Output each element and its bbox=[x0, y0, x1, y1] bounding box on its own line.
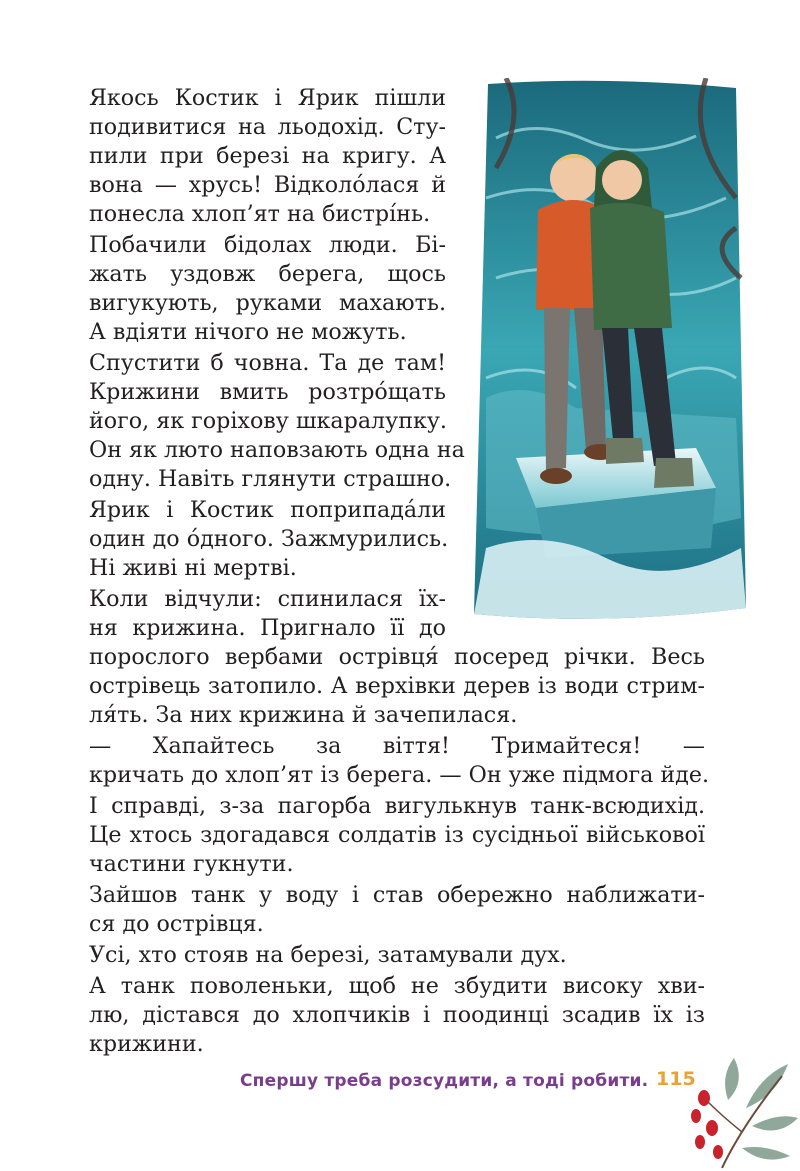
text-line: Зайшов танк у воду і став обережно наближати- bbox=[89, 882, 705, 908]
text-line: вона — хрусь! Відколо́лася й bbox=[89, 172, 446, 198]
paragraph-4 bbox=[62, 496, 449, 583]
text-line: Он як люто наповзають одна на bbox=[89, 437, 465, 463]
paragraph-10 bbox=[62, 972, 705, 1059]
paragraph-7 bbox=[62, 792, 705, 879]
berry-branch-decoration bbox=[682, 1056, 800, 1171]
text-line: — Хапайтесь за віття! Тримайтеся! — bbox=[89, 733, 705, 759]
text-line: одну. Навіть глянути страшно. bbox=[89, 466, 452, 492]
story-text bbox=[62, 84, 710, 1061]
footer-motto: Спершу треба розсудити, а тоді робити. bbox=[240, 1071, 649, 1091]
text-line: пили при березі на кригу. А bbox=[89, 143, 446, 169]
text-line: Ярик і Костик поприпада́ли bbox=[89, 497, 446, 523]
text-line: понесла хлоп’ят на бистрі́нь. bbox=[89, 201, 431, 227]
text-line: жать уздовж берега, щось bbox=[89, 261, 446, 287]
text-line: Коли відчули: спинилася їх- bbox=[89, 586, 446, 612]
text-line: Це хтось здогадався солдатів із сусідньої військової bbox=[89, 822, 705, 848]
text-line: А танк поволеньки, щоб не збудити високу хви- bbox=[89, 973, 705, 999]
text-line: Побачили бідолах люди. Бі- bbox=[89, 232, 446, 258]
text-line: один до о́дного. Зажмурились. bbox=[89, 526, 449, 552]
text-line: вигукують, руками махають. bbox=[89, 290, 446, 316]
text-line: Якось Костик і Ярик пішли bbox=[89, 85, 446, 111]
text-line: ся до острівця. bbox=[89, 911, 264, 937]
text-line: порослого вербами острівця́ посеред річки. Весь bbox=[89, 644, 705, 670]
text-line: Спустити б човна. Та де там! bbox=[89, 350, 446, 376]
page-number: 115 bbox=[656, 1068, 696, 1090]
text-line: лю, дістався до хлопчиків і поодинці зсадив їх із bbox=[89, 1002, 705, 1028]
text-line: крижини. bbox=[89, 1031, 204, 1057]
text-line: кричать до хлоп’ят із берега. — Он уже підмога йде. bbox=[89, 762, 710, 788]
paragraph-1 bbox=[62, 84, 446, 229]
paragraph-3 bbox=[62, 349, 465, 494]
text-line: ля́ть. За них крижина й зачепилася. bbox=[89, 702, 518, 728]
text-line: його, як горіхову шкаралупку. bbox=[89, 408, 447, 434]
paragraph-2 bbox=[62, 231, 446, 347]
text-line: І справді, з-за пагорба вигулькнув танк-всюдихід. bbox=[89, 793, 705, 819]
paragraph-8 bbox=[62, 881, 705, 939]
text-line: подивитися на льодохід. Сту- bbox=[89, 114, 446, 140]
text-line: Усі, хто стояв на березі, затамували дух. bbox=[89, 942, 567, 968]
text-line: острівець затопило. А верхівки дерев із води стрим- bbox=[89, 673, 705, 699]
text-line: Ні живі ні мертві. bbox=[89, 555, 297, 581]
text-line: А вдіяти нічого не можуть. bbox=[89, 319, 407, 345]
paragraph-6 bbox=[62, 732, 710, 790]
text-line: Крижини вмить розтро́щать bbox=[89, 379, 446, 405]
text-line: ня крижина. Пригнало її до bbox=[89, 615, 446, 641]
paragraph-5 bbox=[62, 585, 705, 730]
text-line: частини гукнути. bbox=[89, 851, 294, 877]
paragraph-9 bbox=[62, 941, 705, 970]
